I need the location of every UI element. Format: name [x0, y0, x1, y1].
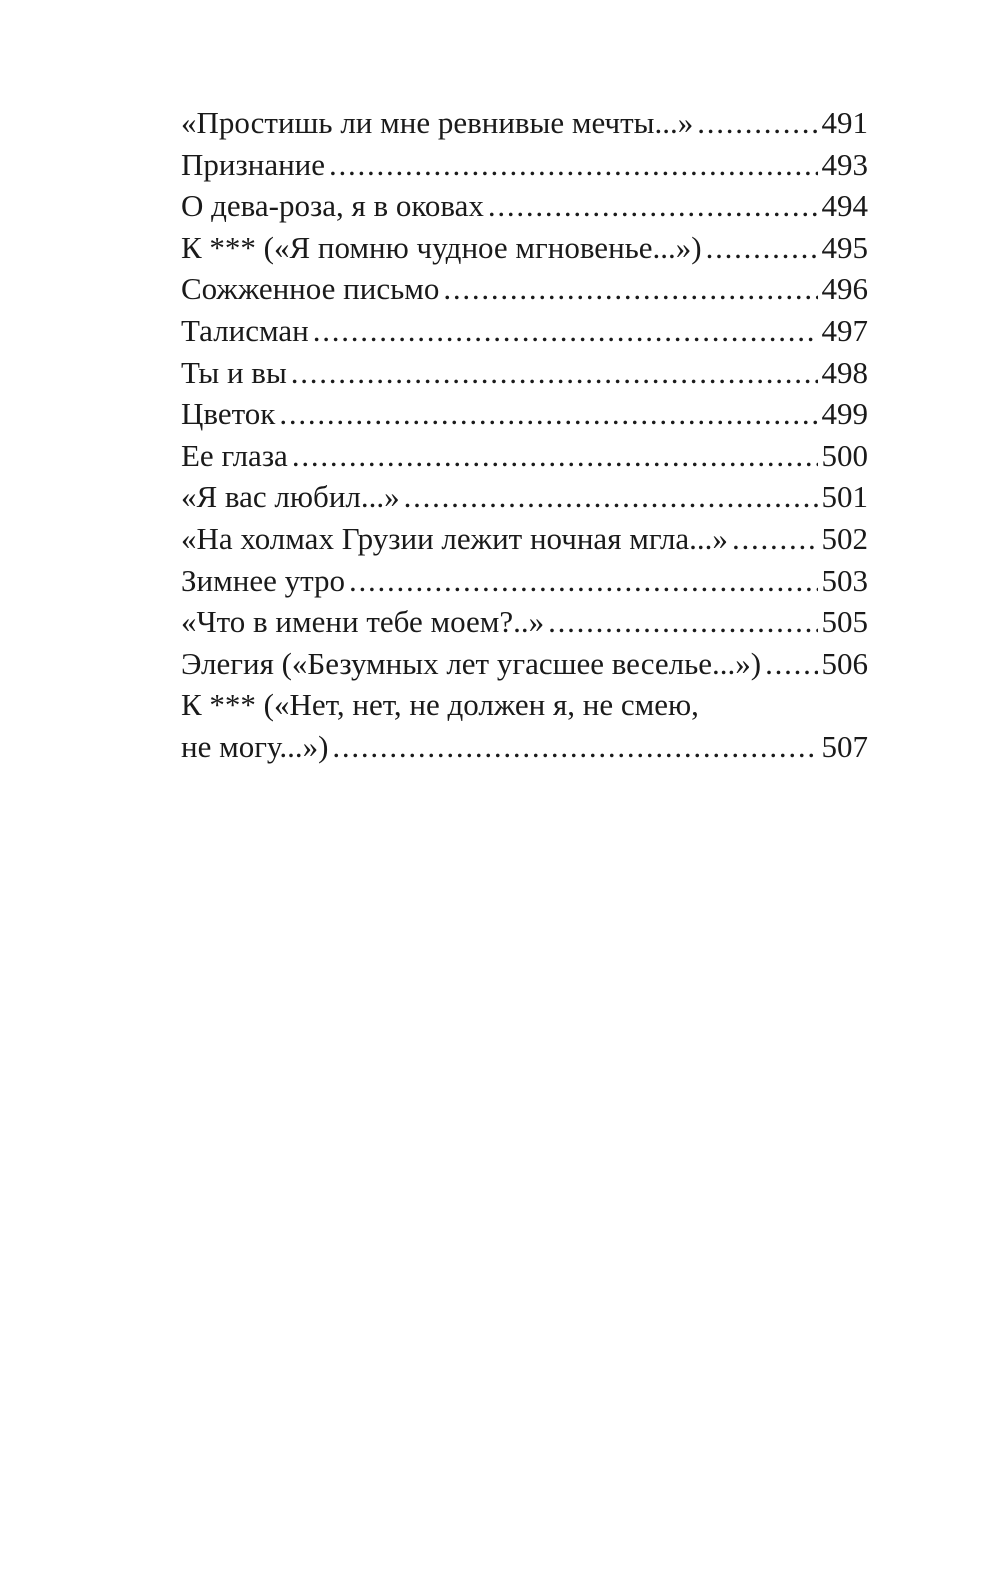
toc-entry-title: Зимнее утро [181, 562, 346, 598]
toc-entry [181, 601, 868, 643]
toc-entry-title: «Что в имени тебе моем?..» [181, 604, 545, 640]
toc-entry-page: 506 [821, 645, 868, 681]
toc-entry-title: Ее глаза [181, 437, 288, 473]
toc-entry-page: 497 [821, 312, 868, 348]
toc-dot-leader [292, 435, 818, 477]
toc-dot-leader [706, 227, 818, 269]
toc-entry-multiline [181, 684, 868, 767]
toc-entry [181, 268, 868, 310]
toc-entry [181, 560, 868, 602]
toc-entry-page: 502 [821, 520, 868, 556]
toc-entry [181, 518, 868, 560]
toc-dot-leader [488, 185, 818, 227]
toc-dot-leader [732, 518, 818, 560]
toc-entry-title-line1: К *** («Нет, нет, не должен я, не смею, [181, 687, 699, 723]
toc-dot-leader [404, 476, 818, 518]
toc-entry-title: Талисман [181, 312, 309, 348]
toc-dot-leader [291, 352, 818, 394]
table-of-contents [181, 102, 868, 768]
toc-dot-leader [548, 601, 817, 643]
toc-entry-title: Ты и вы [181, 354, 287, 390]
toc-entry-title: Признание [181, 146, 326, 182]
toc-dot-leader [332, 726, 817, 768]
toc-dot-leader [443, 268, 817, 310]
toc-entry-page: 503 [821, 562, 868, 598]
toc-entry-title-line2: не могу...») [181, 728, 329, 764]
toc-entry-page: 507 [821, 728, 868, 764]
toc-dot-leader [313, 310, 818, 352]
toc-entry-page: 495 [821, 229, 868, 265]
toc-entry [181, 643, 868, 685]
toc-dot-leader [279, 393, 817, 435]
toc-entry-second-line [181, 726, 868, 768]
toc-entry-page: 498 [821, 354, 868, 390]
toc-entry-page: 496 [821, 271, 868, 307]
toc-entry-title: Цветок [181, 396, 276, 432]
toc-entry-page: 494 [821, 188, 868, 224]
toc-dot-leader [349, 560, 817, 602]
toc-entry-page: 501 [821, 479, 868, 515]
toc-entry-title: Элегия («Безумных лет угасшее веселье...») [181, 645, 762, 681]
toc-entry [181, 185, 868, 227]
toc-entry [181, 102, 868, 144]
toc-dot-leader [697, 102, 817, 144]
toc-dot-leader [765, 643, 817, 685]
toc-entry [181, 393, 868, 435]
toc-entry-page: 500 [821, 437, 868, 473]
toc-entry-title: «Я вас любил...» [181, 479, 400, 515]
toc-entry [181, 310, 868, 352]
toc-entry-title: Сожженное письмо [181, 271, 440, 307]
toc-entry-page: 499 [821, 396, 868, 432]
toc-entry [181, 352, 868, 394]
toc-entry-title: О дева-роза, я в оковах [181, 188, 484, 224]
toc-entry [181, 144, 868, 186]
toc-entry-page: 505 [821, 604, 868, 640]
toc-entry-title: «На холмах Грузии лежит ночная мгла...» [181, 520, 728, 556]
toc-entry-title: К *** («Я помню чудное мгновенье...») [181, 229, 702, 265]
toc-dot-leader [329, 144, 817, 186]
toc-entry [181, 227, 868, 269]
toc-entry-page: 493 [821, 146, 868, 182]
toc-entry-page: 491 [821, 105, 868, 140]
toc-entry-title: «Простишь ли мне ревнивые мечты...» [181, 105, 694, 140]
toc-entry [181, 476, 868, 518]
toc-entry [181, 435, 868, 477]
